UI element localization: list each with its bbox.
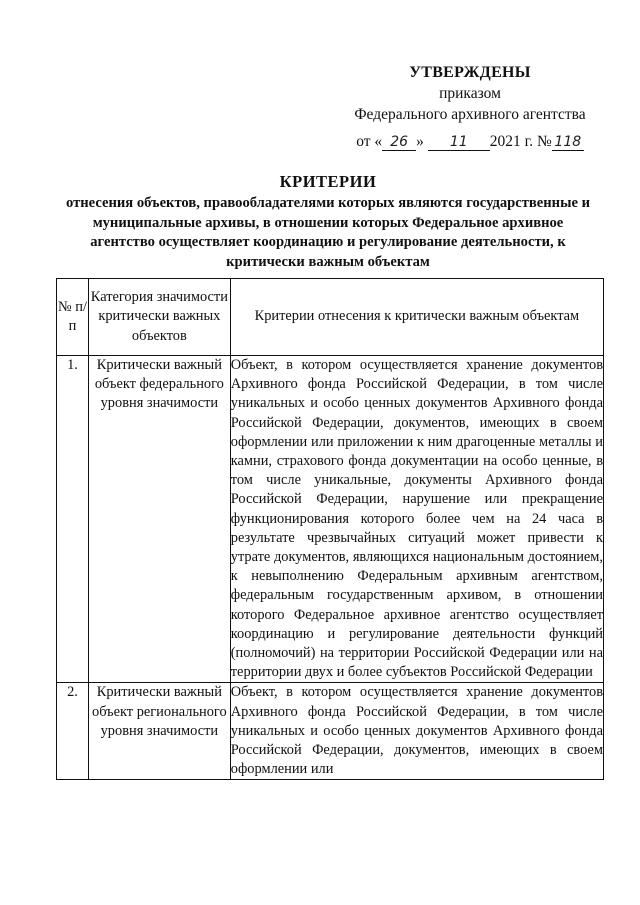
heading-title: КРИТЕРИИ: [279, 172, 377, 191]
date-day-handwritten: 26: [382, 134, 416, 151]
approval-date-line: [340, 131, 600, 152]
row-criteria: Объект, в котором осуществляется хранение документов Архивного фонда Российской Федерации, в том числе уникальных и особо ценных документов Архивного фонда Российской Федерации, документов, имеющих в своем оформлении или: [230, 683, 603, 780]
row-num: 1.: [57, 356, 89, 683]
row-criteria: Объект, в котором осуществляется хранение документов Архивного фонда Российской Федерации, в том числе уникальных и особо ценных документов Архивного фонда Российской Федерации, документов, имеющих в своем оформлении или приложении к ним драгоценные металлы и камни, страхового фонда документации на особо ценные, в том числе уникальные, документы Архивного фонда Российской Федерации, нарушение или прекращение функционирования которого более чем на 24 часа в результате чрезвычайных ситуаций может привести к утрате документов, являющихся национальным достоянием, к невыполнению Федеральным архивным агентством, федеральным государственным архивом, в отношении которого Федеральное архивное агентство осуществляет координацию и регулирование деятельности функций (полномочий) на территории Российской Федерации или на территории двух и более субъектов Российской Федерации: [230, 356, 603, 683]
order-number-handwritten: 118: [552, 134, 584, 151]
heading-subtitle: отнесения объектов, правообладателями которых являются государственные и муниципальные архивы, в отношении которых Федеральное архивное агентство осуществляет координацию и регулирование деятельности, к критически важным объектам: [66, 195, 590, 270]
approval-title: УТВЕРЖДЕНЫ: [409, 64, 531, 81]
header-category: Категория значимости критически важных объектов: [88, 279, 230, 356]
approval-line-order: приказом: [439, 85, 501, 102]
criteria-table: [56, 278, 604, 780]
date-year-text: 2021 г. №: [489, 133, 552, 150]
document-heading: [60, 170, 596, 272]
table-row: [57, 683, 604, 780]
header-num: № п/п: [57, 279, 89, 356]
date-prefix: от «: [356, 133, 383, 150]
row-num: 2.: [57, 683, 89, 780]
date-month-handwritten: 11: [428, 134, 490, 151]
row-category: Критически важный объект федерального уровня значимости: [88, 356, 230, 683]
approval-block: [340, 62, 600, 152]
table-header-row: [57, 279, 604, 356]
row-category: Критически важный объект регионального уровня значимости: [88, 683, 230, 780]
approval-line-agency: Федерального архивного агентства: [354, 106, 586, 123]
date-mid: »: [416, 133, 424, 150]
table-row: [57, 356, 604, 683]
header-criteria: Критерии отнесения к критически важным объектам: [230, 279, 603, 356]
